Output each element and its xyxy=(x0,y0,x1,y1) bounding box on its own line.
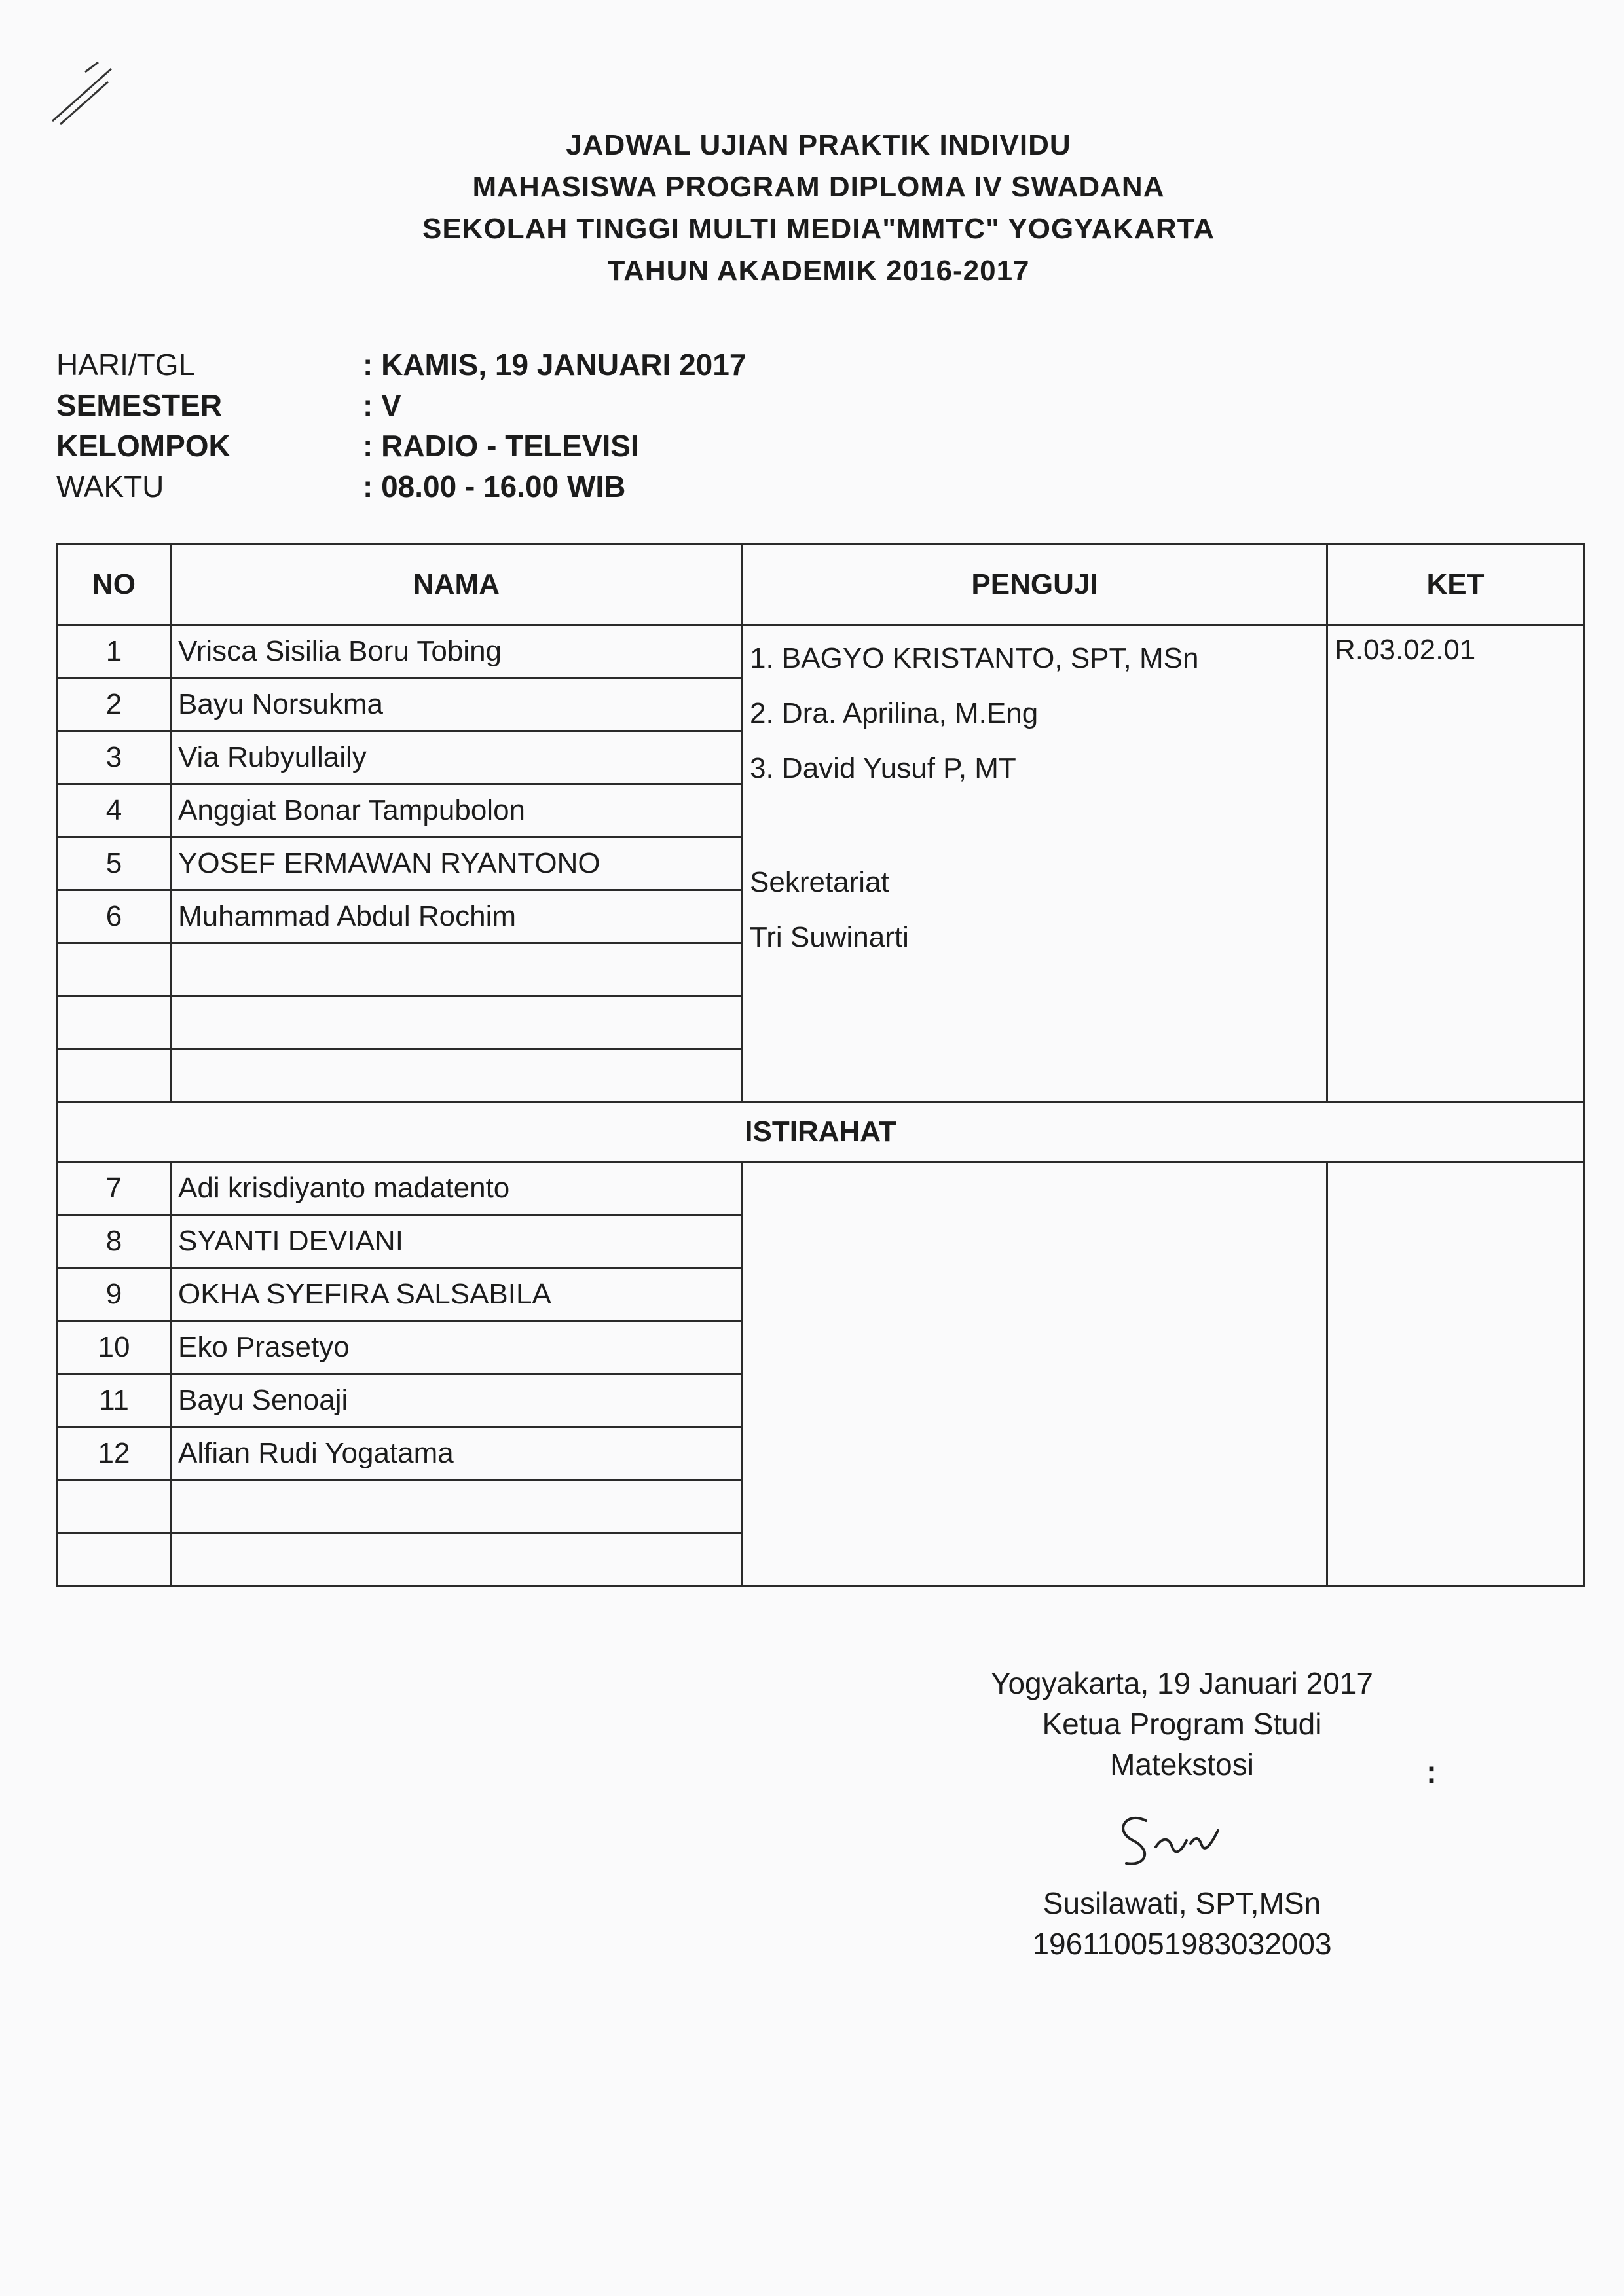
row-no-empty xyxy=(58,943,171,996)
row-no: 1 xyxy=(58,625,171,678)
row-nama-empty xyxy=(171,1533,743,1586)
header-penguji: PENGUJI xyxy=(743,545,1327,625)
penguji-1: 1. BAGYO KRISTANTO, SPT, MSn xyxy=(750,642,1199,674)
info-row-kelompok xyxy=(56,428,973,469)
row-nama: Adi krisdiyanto madatento xyxy=(171,1162,743,1215)
penguji-gap xyxy=(750,799,1320,858)
break-row xyxy=(58,1102,1584,1162)
row-no: 9 xyxy=(58,1268,171,1321)
sign-position: Ketua Program Studi xyxy=(1042,1707,1322,1741)
row-no: 12 xyxy=(58,1427,171,1480)
row-no-empty xyxy=(58,996,171,1049)
penguji-3: 3. David Yusuf P, MT xyxy=(750,752,1016,784)
row-no: 7 xyxy=(58,1162,171,1215)
header-no: NO xyxy=(58,545,171,625)
stray-colon: : xyxy=(1426,1755,1437,1790)
sekretariat-name: Tri Suwinarti xyxy=(750,921,909,953)
row-no-empty xyxy=(58,1480,171,1533)
table-row xyxy=(58,1162,1584,1215)
header-nama: NAMA xyxy=(171,545,743,625)
row-no: 4 xyxy=(58,784,171,837)
row-no: 2 xyxy=(58,678,171,731)
row-nama: Bayu Norsukma xyxy=(171,678,743,731)
row-nama-empty xyxy=(171,1480,743,1533)
row-nama: YOSEF ERMAWAN RYANTONO xyxy=(171,837,743,890)
table-row xyxy=(58,625,1584,678)
table-header-row xyxy=(58,545,1584,625)
waktu-value: : 08.00 - 16.00 WIB xyxy=(363,469,626,503)
sign-nip: 196110051983032003 xyxy=(1032,1927,1332,1961)
penguji-2: 2. Dra. Aprilina, M.Eng xyxy=(750,697,1039,729)
row-no-empty xyxy=(58,1049,171,1102)
hari-value: : KAMIS, 19 JANUARI 2017 xyxy=(363,348,747,382)
sign-name: Susilawati, SPT,MSn xyxy=(1043,1886,1321,1920)
semester-label: SEMESTER xyxy=(56,388,223,422)
row-no: 11 xyxy=(58,1374,171,1427)
row-nama: Alfian Rudi Yogatama xyxy=(171,1427,743,1480)
sign-program: Matekstosi xyxy=(1110,1747,1254,1781)
row-nama: Muhammad Abdul Rochim xyxy=(171,890,743,943)
semester-value: : V xyxy=(363,388,401,422)
row-no-empty xyxy=(58,1533,171,1586)
row-no: 8 xyxy=(58,1215,171,1268)
ket-cell: R.03.02.01 xyxy=(1327,625,1584,1102)
title-line-1: JADWAL UJIAN PRAKTIK INDIVIDU xyxy=(566,129,1071,161)
hari-label: HARI/TGL xyxy=(56,348,196,382)
title-line-4: TAHUN AKADEMIK 2016-2017 xyxy=(607,255,1030,287)
row-nama-empty xyxy=(171,1049,743,1102)
sekretariat-label: Sekretariat xyxy=(750,866,889,898)
row-no: 3 xyxy=(58,731,171,784)
kelompok-value: : RADIO - TELEVISI xyxy=(363,429,639,463)
document-title xyxy=(196,124,1441,292)
signature-block xyxy=(930,1663,1434,1964)
title-line-3: SEKOLAH TINGGI MULTI MEDIA"MMTC" YOGYAKARTA xyxy=(422,213,1215,245)
kelompok-label: KELOMPOK xyxy=(56,429,231,463)
row-nama: Eko Prasetyo xyxy=(171,1321,743,1374)
row-nama: Anggiat Bonar Tampubolon xyxy=(171,784,743,837)
corner-scribble-mark xyxy=(46,59,118,131)
info-row-hari xyxy=(56,347,973,388)
row-nama: SYANTI DEVIANI xyxy=(171,1215,743,1268)
sign-place-date: Yogyakarta, 19 Januari 2017 xyxy=(991,1666,1373,1700)
info-row-waktu xyxy=(56,469,973,509)
penguji-cell-session2 xyxy=(743,1162,1327,1586)
row-nama: Vrisca Sisilia Boru Tobing xyxy=(171,625,743,678)
waktu-label: WAKTU xyxy=(56,469,164,503)
istirahat-label: ISTIRAHAT xyxy=(58,1102,1584,1162)
row-nama: OKHA SYEFIRA SALSABILA xyxy=(171,1268,743,1321)
row-nama: Via Rubyullaily xyxy=(171,731,743,784)
info-row-semester xyxy=(56,388,973,428)
title-line-2: MAHASISWA PROGRAM DIPLOMA IV SWADANA xyxy=(472,171,1165,203)
row-no: 10 xyxy=(58,1321,171,1374)
exam-schedule-table xyxy=(56,543,1585,1587)
schedule-info xyxy=(56,347,973,509)
row-nama: Bayu Senoaji xyxy=(171,1374,743,1427)
penguji-cell xyxy=(743,625,1327,1102)
row-no: 5 xyxy=(58,837,171,890)
row-nama-empty xyxy=(171,996,743,1049)
row-no: 6 xyxy=(58,890,171,943)
ket-cell-session2 xyxy=(1327,1162,1584,1586)
handwritten-signature xyxy=(930,1785,1434,1883)
row-nama-empty xyxy=(171,943,743,996)
header-ket: KET xyxy=(1327,545,1584,625)
